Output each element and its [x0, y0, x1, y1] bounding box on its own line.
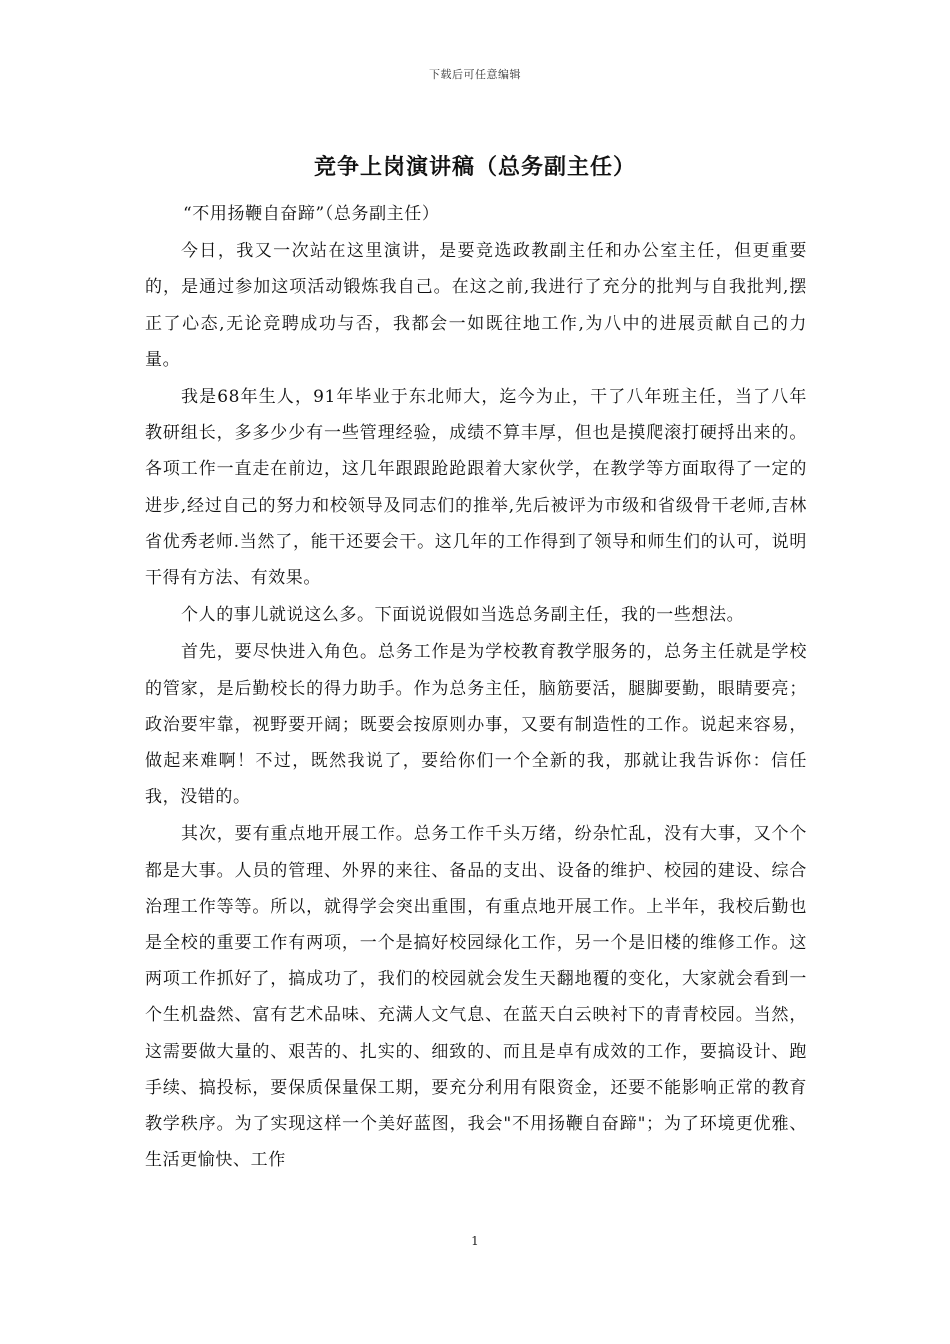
- header-note: 下载后可任意编辑: [429, 68, 521, 81]
- paragraph-second-point: 其次，要有重点地开展工作。总务工作千头万绪，纷杂忙乱，没有大事，又个个都是大事。人员的管理、外界的来往、备品的支出、设备的维护、校园的建设、综合治理工作等等。所以，就得学会突出重围，有重点地开展工作。上半年，我校后勤也是全校的重要工作有两项，一个是搞好校园绿化工作，另一个是旧楼的维修工作。这两项工作抓好了，搞成功了，我们的校园就会发生天翻地覆的变化，大家就会看到一个生机盎然、富有艺术品味、充满人文气息、在蓝天白云映衬下的青青校园。当然，这需要做大量的、艰苦的、扎实的、细致的、而且是卓有成效的工作，要搞设计、跑手续、搞投标，要保质保量保工期，要充分利用有限资金，还要不能影响正常的教育教学秩序。为了实现这样一个美好蓝图，我会"不用扬鞭自奋蹄"；为了环境更优雅、生活更愉快、工作: [145, 824, 807, 1171]
- paragraph-first-point: 首先，要尽快进入角色。总务工作是为学校教育教学服务的，总务主任就是学校的管家，是后勤校长的得力助手。作为总务主任，脑筋要活，腿脚要勤，眼睛要亮；政治要牢靠，视野要开阔；既要会按原则办事，又要有制造性的工作。说起来容易，做起来难啊！不过，既然我说了，要给你们一个全新的我，那就让我告诉你：信任我，没错的。: [145, 642, 807, 808]
- document-title: 竞争上岗演讲稿（总务副主任）: [313, 154, 636, 180]
- page-number: 1: [471, 1234, 479, 1248]
- paragraph-transition: 个人的事儿就说这么多。下面说说假如当选总务副主任，我的一些想法。: [181, 605, 745, 626]
- speech-subtitle: “不用扬鞭自奋蹄”（总务副主任）: [183, 204, 440, 224]
- document-body: [145, 196, 807, 1179]
- paragraph-background: 我是68年生人，91年毕业于东北师大，迄今为止，干了八年班主任，当了八年教研组长，多多少少有一些管理经验，成绩不算丰厚，但也是摸爬滚打硬捋出来的。各项工作一直走在前边，这几年跟跟跄跄跟着大家伙学，在教学等方面取得了一定的进步,经过自己的努力和校领导及同志们的推举,先后被评为市级和省级骨干老师,吉林省优秀老师.当然了，能干还要会干。这几年的工作得到了领导和师生们的认可，说明干得有方法、有效果。: [145, 387, 807, 589]
- paragraph-intro: 今日，我又一次站在这里演讲，是要竞选政教副主任和办公室主任，但更重要的，是通过参加这项活动锻炼我自己。在这之前,我进行了充分的批判与自我批判,摆正了心态,无论竞聘成功与否，我都会一如既往地工作,为八中的进展贡献自己的力量。: [145, 241, 807, 370]
